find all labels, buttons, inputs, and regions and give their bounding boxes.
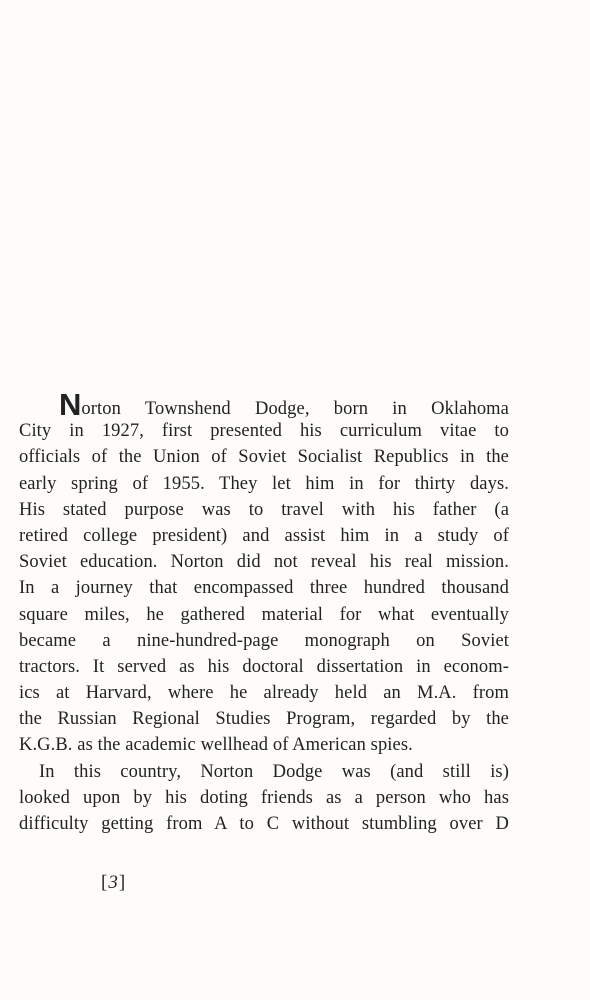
text-line-16: looked upon by his doting friends as a person who has <box>19 787 509 808</box>
line-text: orton Townshend Dodge, born in Oklahoma <box>81 399 509 419</box>
text-line-7: Soviet education. Norton did not reveal his real mission. <box>19 552 509 573</box>
text-line-15: In this country, Norton Dodge was (and still is) <box>39 761 509 782</box>
text-line-8: In a journey that encompassed three hundred thousand <box>19 578 509 599</box>
text-line-2: City in 1927, first presented his curriculum vitae to <box>19 421 509 442</box>
text-line-11: tractors. It served as his doctoral dissertation in econom- <box>19 656 509 677</box>
text-line-9: square miles, he gathered material for what eventually <box>19 604 509 625</box>
text-line-3: officials of the Union of Soviet Socialist Republics in the <box>19 447 509 468</box>
text-line-4: early spring of 1955. They let him in for thirty days. <box>19 473 509 494</box>
text-line-10: became a nine-hundred-page monograph on Soviet <box>19 630 509 651</box>
text-line-5: His stated purpose was to travel with his father (a <box>19 499 509 520</box>
body-text <box>19 387 509 837</box>
text-line-1 <box>19 387 509 422</box>
text-line-6: retired college president) and assist him in a study of <box>19 525 509 546</box>
folio-open-bracket: [ <box>101 872 109 893</box>
text-line-12: ics at Harvard, where he already held an M.A. from <box>19 683 509 704</box>
drop-cap: N <box>59 387 82 422</box>
folio-close-bracket: ] <box>118 872 127 893</box>
page-number <box>101 872 126 894</box>
text-line-17: difficulty getting from A to C without stumbling over D <box>19 814 509 834</box>
text-line-14: K.G.B. as the academic wellhead of American spies. <box>19 735 413 756</box>
text-line-13: the Russian Regional Studies Program, regarded by the <box>19 709 509 730</box>
folio-number: 3 <box>108 872 119 893</box>
